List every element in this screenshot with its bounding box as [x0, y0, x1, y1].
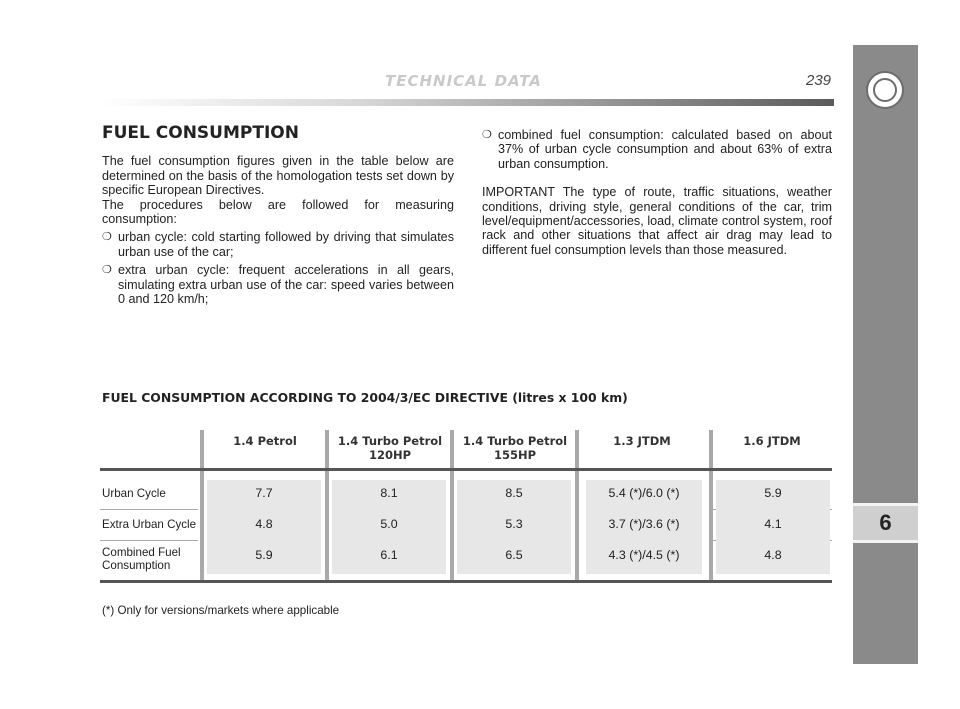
value-cell: 4.8	[255, 517, 273, 531]
footnote: (*) Only for versions/markets where applicable	[102, 604, 340, 617]
column-header-1-4-petrol	[205, 434, 325, 448]
bullet-icon: ❍	[102, 231, 112, 244]
value-box-1-6-jtdm	[716, 480, 830, 574]
column-header-line: 1.4 Petrol	[233, 434, 297, 448]
bullet-extra-urban-cycle	[102, 263, 454, 306]
column-header-line: 1.4 Turbo Petrol	[337, 434, 443, 448]
column-header-1-6-jtdm	[713, 434, 831, 448]
value-cell: 8.5	[505, 486, 523, 500]
row-label-extra-urban-cycle: Extra Urban Cycle	[102, 518, 197, 531]
bullet-combined	[482, 128, 832, 171]
bullet-text: urban cycle: cold starting followed by driving that simulates urban use of the car;	[118, 230, 454, 259]
value-cell: 5.9	[255, 548, 273, 562]
intro-paragraph: The fuel consumption figures given in the table below are determined on the basis of the homologation tests set down by specific European Directives.	[102, 154, 454, 198]
bullet-icon: ❍	[102, 264, 112, 277]
value-cell: 8.1	[380, 486, 398, 500]
column-header-line: 1.4 Turbo Petrol	[462, 434, 568, 448]
column-separator	[450, 430, 454, 582]
section-sidebar	[853, 45, 918, 664]
section-tab[interactable]: 6	[853, 503, 918, 543]
column-header-line: 1.3 JTDM	[613, 434, 671, 448]
table-bottom-rule	[100, 580, 832, 583]
value-cell: 7.7	[255, 486, 273, 500]
value-cell: 4.3 (*)/4.5 (*)	[608, 548, 680, 562]
value-box-1-4-turbo-155hp	[457, 480, 571, 574]
bullet-text: extra urban cycle: frequent accelerations in all gears, simulating extra urban use of the car: speed varies between 0 and 120 km/h;	[118, 263, 454, 307]
value-cell: 5.4 (*)/6.0 (*)	[608, 486, 680, 500]
important-paragraph: IMPORTANT The type of route, traffic situations, weather conditions, driving style, general conditions of the car, trim level/equipment/accessories, load, climate control system, roof rack and other situations that affect air drag may lead to different fuel consumption levels than those measured.	[482, 185, 832, 257]
column-separator	[575, 430, 579, 582]
alfa-romeo-logo-icon	[866, 71, 904, 109]
running-header-title: TECHNICAL DATA	[385, 72, 542, 90]
value-cell: 6.5	[505, 548, 523, 562]
column-header-line: 1.6 JTDM	[743, 434, 801, 448]
column-header-1-3-jtdm	[582, 434, 702, 448]
row-label-combined: Combined Fuel Consumption	[102, 546, 181, 572]
row-label-urban-cycle: Urban Cycle	[102, 487, 166, 500]
row-divider	[100, 540, 198, 541]
bullet-urban-cycle	[102, 230, 454, 259]
column-header-1-4-turbo-155hp	[455, 434, 575, 462]
column-separator	[200, 430, 204, 582]
section-heading: FUEL CONSUMPTION	[102, 123, 299, 143]
left-column	[102, 123, 454, 307]
value-cell: 4.8	[764, 548, 782, 562]
header-rule	[100, 99, 834, 106]
column-separator	[709, 430, 713, 582]
bullet-icon: ❍	[482, 129, 492, 141]
value-box-1-4-turbo-120hp	[332, 480, 446, 574]
column-header-line: 155HP	[493, 448, 537, 462]
page-number: 239	[806, 72, 832, 89]
value-cell: 5.3	[505, 517, 523, 531]
value-box-1-3-jtdm	[586, 480, 702, 574]
column-header-1-4-turbo-120hp	[330, 434, 450, 462]
column-header-line: 120HP	[368, 448, 412, 462]
value-cell: 5.0	[380, 517, 398, 531]
table-title: FUEL CONSUMPTION ACCORDING TO 2004/3/EC DIRECTIVE (litres x 100 km)	[102, 390, 628, 405]
table-top-rule	[100, 468, 832, 471]
value-cell: 6.1	[380, 548, 398, 562]
column-separator	[325, 430, 329, 582]
procedures-paragraph: The procedures below are followed for measuring consumption:	[102, 197, 454, 227]
bullet-text: combined fuel consumption: calculated based on about 37% of urban cycle consumption and about 63% of extra urban consumption.	[498, 128, 832, 171]
value-cell: 5.9	[764, 486, 782, 500]
row-divider	[100, 509, 198, 510]
value-cell: 3.7 (*)/3.6 (*)	[608, 517, 680, 531]
value-cell: 4.1	[764, 517, 782, 531]
value-box-1-4-petrol	[207, 480, 321, 574]
right-column	[482, 128, 832, 257]
